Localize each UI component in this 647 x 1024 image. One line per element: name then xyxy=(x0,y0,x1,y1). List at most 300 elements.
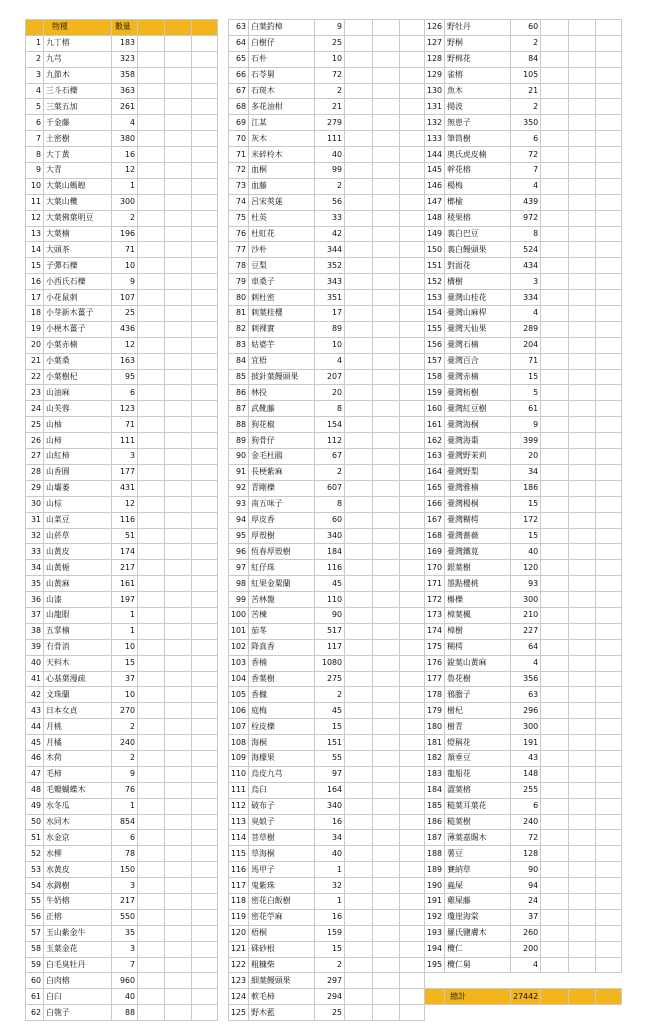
empty-cell xyxy=(596,941,622,957)
empty-cell xyxy=(165,830,192,846)
table-row xyxy=(229,576,425,592)
table-row xyxy=(26,830,218,846)
row-number: 189 xyxy=(425,862,445,878)
row-number: 154 xyxy=(425,306,445,322)
empty-cell xyxy=(400,607,425,623)
empty-cell xyxy=(569,830,596,846)
empty-cell xyxy=(541,639,569,655)
empty-cell xyxy=(165,878,192,894)
empty-cell xyxy=(541,242,569,258)
empty-cell xyxy=(192,544,218,560)
table-row xyxy=(229,385,425,401)
species-name: 三斗石櫟 xyxy=(44,83,112,99)
empty-cell xyxy=(400,337,425,353)
species-count: 343 xyxy=(315,274,345,290)
spacer-row xyxy=(425,973,622,989)
species-count: 71 xyxy=(112,242,138,258)
table-row xyxy=(425,703,622,719)
species-count: 3 xyxy=(112,941,138,957)
species-name: 梧桐 xyxy=(249,925,315,941)
empty-cell xyxy=(138,782,165,798)
row-number: 118 xyxy=(229,893,249,909)
species-count: 2 xyxy=(315,687,345,703)
row-number: 127 xyxy=(425,35,445,51)
row-number: 181 xyxy=(425,735,445,751)
row-number: 152 xyxy=(425,274,445,290)
table-row xyxy=(425,655,622,671)
empty-cell xyxy=(373,242,400,258)
row-number: 104 xyxy=(229,671,249,687)
empty-cell xyxy=(373,623,400,639)
row-number: 41 xyxy=(26,671,44,687)
row-number: 175 xyxy=(425,639,445,655)
table-row xyxy=(425,623,622,639)
table-row xyxy=(229,433,425,449)
table-row xyxy=(425,226,622,242)
row-number: 39 xyxy=(26,639,44,655)
empty-cell xyxy=(596,925,622,941)
row-number: 38 xyxy=(26,623,44,639)
species-count: 300 xyxy=(511,592,541,608)
empty-cell xyxy=(192,464,218,480)
header-number-cell xyxy=(26,20,44,36)
species-name: 樟樹 xyxy=(445,623,511,639)
table-row xyxy=(425,464,622,480)
row-number: 16 xyxy=(26,274,44,290)
empty-cell xyxy=(596,194,622,210)
species-count: 2 xyxy=(511,99,541,115)
empty-cell xyxy=(373,20,400,36)
empty-cell xyxy=(569,862,596,878)
row-number: 17 xyxy=(26,290,44,306)
empty-cell xyxy=(569,242,596,258)
empty-cell xyxy=(400,496,425,512)
row-number: 52 xyxy=(26,846,44,862)
empty-cell xyxy=(596,242,622,258)
row-number: 53 xyxy=(26,862,44,878)
empty-cell xyxy=(541,909,569,925)
empty-cell xyxy=(138,178,165,194)
empty-cell xyxy=(400,735,425,751)
row-number: 109 xyxy=(229,750,249,766)
empty-cell xyxy=(138,385,165,401)
empty-cell xyxy=(541,433,569,449)
row-number: 172 xyxy=(425,592,445,608)
table-row xyxy=(26,163,218,179)
empty-cell xyxy=(569,163,596,179)
empty-cell xyxy=(138,353,165,369)
row-number: 82 xyxy=(229,321,249,337)
table-row xyxy=(425,67,622,83)
row-number: 146 xyxy=(425,178,445,194)
empty-cell xyxy=(192,51,218,67)
row-number: 60 xyxy=(26,973,44,989)
species-count: 120 xyxy=(511,560,541,576)
row-number: 7 xyxy=(26,131,44,147)
species-name: 水同木 xyxy=(44,814,112,830)
table-row xyxy=(229,83,425,99)
table-row xyxy=(26,782,218,798)
table-row xyxy=(425,607,622,623)
row-number: 119 xyxy=(229,909,249,925)
empty-cell xyxy=(596,226,622,242)
empty-cell xyxy=(569,925,596,941)
empty-cell xyxy=(541,735,569,751)
species-count: 431 xyxy=(112,480,138,496)
row-number: 94 xyxy=(229,512,249,528)
table-row xyxy=(26,655,218,671)
species-count: 61 xyxy=(511,401,541,417)
species-name: 山菸草 xyxy=(44,528,112,544)
species-name: 武靴藤 xyxy=(249,401,315,417)
table-row xyxy=(26,544,218,560)
empty-cell xyxy=(192,671,218,687)
species-name: 菩草樹 xyxy=(249,830,315,846)
species-count: 10 xyxy=(315,51,345,67)
empty-cell xyxy=(400,258,425,274)
species-count: 161 xyxy=(112,576,138,592)
species-name: 九丁榕 xyxy=(44,35,112,51)
species-count: 110 xyxy=(315,592,345,608)
empty-cell xyxy=(400,544,425,560)
table-row xyxy=(425,735,622,751)
species-count: 2 xyxy=(315,83,345,99)
empty-cell xyxy=(165,290,192,306)
table-row xyxy=(425,782,622,798)
row-number: 77 xyxy=(229,242,249,258)
empty-cell xyxy=(192,99,218,115)
species-count: 2 xyxy=(315,957,345,973)
empty-cell xyxy=(345,957,373,973)
species-name: 白葉釣樟 xyxy=(249,20,315,36)
table-row xyxy=(425,480,622,496)
row-number: 194 xyxy=(425,941,445,957)
species-name: 臺灣糊樗 xyxy=(445,512,511,528)
species-name: 臺灣海棗 xyxy=(445,433,511,449)
empty-cell xyxy=(165,671,192,687)
species-count: 2 xyxy=(315,464,345,480)
empty-cell xyxy=(192,163,218,179)
header-row xyxy=(26,20,218,36)
species-count: 9 xyxy=(315,20,345,36)
empty-cell xyxy=(569,814,596,830)
empty-cell xyxy=(138,528,165,544)
row-number: 43 xyxy=(26,703,44,719)
species-count: 279 xyxy=(315,115,345,131)
species-count: 128 xyxy=(511,846,541,862)
empty-cell xyxy=(569,51,596,67)
table-row xyxy=(425,687,622,703)
empty-cell xyxy=(165,893,192,909)
empty-cell xyxy=(373,178,400,194)
species-count: 356 xyxy=(511,671,541,687)
row-number: 23 xyxy=(26,385,44,401)
species-name: 玉葉金花 xyxy=(44,941,112,957)
empty-cell xyxy=(541,369,569,385)
empty-cell xyxy=(596,782,622,798)
empty-cell xyxy=(345,496,373,512)
empty-cell xyxy=(373,703,400,719)
species-name: 硃砂根 xyxy=(249,941,315,957)
table-row xyxy=(425,35,622,51)
empty-cell xyxy=(400,798,425,814)
table-row xyxy=(425,798,622,814)
empty-cell xyxy=(138,67,165,83)
empty-cell xyxy=(192,321,218,337)
empty-cell xyxy=(569,592,596,608)
species-name: 小花鼠刺 xyxy=(44,290,112,306)
empty-cell xyxy=(373,115,400,131)
empty-cell xyxy=(373,973,400,989)
row-number: 4 xyxy=(26,83,44,99)
table-row xyxy=(229,973,425,989)
table-row xyxy=(425,544,622,560)
empty-cell xyxy=(345,449,373,465)
empty-cell xyxy=(596,433,622,449)
empty-cell xyxy=(192,750,218,766)
empty-cell xyxy=(373,401,400,417)
species-count: 164 xyxy=(315,782,345,798)
empty-cell xyxy=(596,957,622,973)
table-row xyxy=(229,687,425,703)
empty-cell xyxy=(373,893,400,909)
empty-cell xyxy=(400,242,425,258)
empty-cell xyxy=(541,99,569,115)
table-row xyxy=(425,846,622,862)
species-name: 草海桐 xyxy=(249,846,315,862)
empty-cell xyxy=(541,671,569,687)
empty-cell xyxy=(165,512,192,528)
species-name: 裏白饅頭果 xyxy=(445,242,511,258)
species-count: 10 xyxy=(112,687,138,703)
row-number: 167 xyxy=(425,512,445,528)
species-count: 1 xyxy=(315,893,345,909)
species-name: 揚波 xyxy=(445,99,511,115)
empty-cell xyxy=(373,814,400,830)
species-name: 澀葉榕 xyxy=(445,782,511,798)
empty-cell xyxy=(192,353,218,369)
row-number: 56 xyxy=(26,909,44,925)
row-number: 170 xyxy=(425,560,445,576)
table-row xyxy=(425,369,622,385)
species-count: 960 xyxy=(112,973,138,989)
species-count: 217 xyxy=(112,560,138,576)
species-count: 174 xyxy=(112,544,138,560)
table-row xyxy=(229,814,425,830)
empty-cell xyxy=(373,512,400,528)
row-number: 98 xyxy=(229,576,249,592)
table-row xyxy=(26,528,218,544)
empty-cell xyxy=(165,973,192,989)
empty-cell xyxy=(345,306,373,322)
empty-cell xyxy=(192,496,218,512)
row-number: 31 xyxy=(26,512,44,528)
row-number: 44 xyxy=(26,719,44,735)
empty-cell xyxy=(192,830,218,846)
species-name: 狗花椒 xyxy=(249,417,315,433)
row-number: 97 xyxy=(229,560,249,576)
row-number: 24 xyxy=(26,401,44,417)
row-number: 161 xyxy=(425,417,445,433)
species-count: 71 xyxy=(511,353,541,369)
empty-cell xyxy=(138,862,165,878)
empty-cell xyxy=(596,20,622,36)
species-count: 323 xyxy=(112,51,138,67)
empty-cell xyxy=(165,623,192,639)
species-count: 207 xyxy=(315,369,345,385)
species-name: 裏白巴豆 xyxy=(445,226,511,242)
empty-cell xyxy=(541,528,569,544)
table-row xyxy=(425,433,622,449)
empty-cell xyxy=(345,893,373,909)
empty-cell xyxy=(596,750,622,766)
empty-cell xyxy=(596,512,622,528)
row-number: 42 xyxy=(26,687,44,703)
empty-cell xyxy=(165,20,192,36)
species-count: 71 xyxy=(112,417,138,433)
species-name: 日本女貞 xyxy=(44,703,112,719)
empty-cell xyxy=(400,989,425,1005)
empty-cell xyxy=(373,766,400,782)
empty-cell xyxy=(192,878,218,894)
empty-cell xyxy=(192,20,218,36)
empty-cell xyxy=(192,337,218,353)
empty-cell xyxy=(425,973,445,989)
species-name: 軟毛柿 xyxy=(249,989,315,1005)
empty-cell xyxy=(165,719,192,735)
empty-cell xyxy=(400,51,425,67)
empty-cell xyxy=(138,560,165,576)
table-row xyxy=(229,957,425,973)
empty-cell xyxy=(569,99,596,115)
row-number: 78 xyxy=(229,258,249,274)
table-row xyxy=(425,385,622,401)
table-row xyxy=(26,592,218,608)
empty-cell xyxy=(373,719,400,735)
row-number: 157 xyxy=(425,353,445,369)
empty-cell xyxy=(192,862,218,878)
species-name: 水柳 xyxy=(44,846,112,862)
empty-cell xyxy=(373,798,400,814)
species-count: 45 xyxy=(315,576,345,592)
empty-cell xyxy=(400,163,425,179)
table-row xyxy=(229,846,425,862)
empty-cell xyxy=(345,147,373,163)
empty-cell xyxy=(400,353,425,369)
empty-cell xyxy=(596,607,622,623)
empty-cell xyxy=(541,925,569,941)
empty-cell xyxy=(345,607,373,623)
species-name: 臺灣赤楠 xyxy=(445,369,511,385)
row-number: 76 xyxy=(229,226,249,242)
row-number: 110 xyxy=(229,766,249,782)
species-count: 210 xyxy=(511,607,541,623)
species-count: 99 xyxy=(315,163,345,179)
row-number: 64 xyxy=(229,35,249,51)
empty-cell xyxy=(569,639,596,655)
species-count: 40 xyxy=(315,147,345,163)
empty-cell xyxy=(400,512,425,528)
empty-cell xyxy=(192,576,218,592)
row-number: 72 xyxy=(229,163,249,179)
empty-cell xyxy=(569,782,596,798)
species-count: 25 xyxy=(112,306,138,322)
row-number: 54 xyxy=(26,878,44,894)
species-name: 杜英 xyxy=(249,210,315,226)
table-row xyxy=(26,512,218,528)
table-row xyxy=(229,306,425,322)
empty-cell xyxy=(400,67,425,83)
table-row xyxy=(229,321,425,337)
empty-cell xyxy=(192,623,218,639)
table-row xyxy=(425,750,622,766)
empty-cell xyxy=(400,274,425,290)
empty-cell xyxy=(345,178,373,194)
empty-cell xyxy=(373,957,400,973)
species-name: 銀葉樹 xyxy=(445,560,511,576)
table-row xyxy=(425,210,622,226)
empty-cell xyxy=(345,385,373,401)
species-count: 10 xyxy=(315,337,345,353)
species-count: 344 xyxy=(315,242,345,258)
species-name: 月橘 xyxy=(44,735,112,751)
table-row xyxy=(229,131,425,147)
species-count: 15 xyxy=(112,655,138,671)
empty-cell xyxy=(400,83,425,99)
empty-cell xyxy=(138,464,165,480)
species-name: 天料木 xyxy=(44,655,112,671)
species-count: 21 xyxy=(511,83,541,99)
species-name: 長梗紫麻 xyxy=(249,464,315,480)
row-number: 33 xyxy=(26,544,44,560)
species-name: 多花油柑 xyxy=(249,99,315,115)
species-count: 8 xyxy=(315,496,345,512)
empty-cell xyxy=(165,385,192,401)
table-row xyxy=(425,417,622,433)
species-name: 山芙蓉 xyxy=(44,401,112,417)
empty-cell xyxy=(400,973,425,989)
table-row xyxy=(229,719,425,735)
species-count: 352 xyxy=(315,258,345,274)
species-count: 2 xyxy=(112,719,138,735)
empty-cell xyxy=(345,83,373,99)
row-number: 13 xyxy=(26,226,44,242)
species-name: 對面花 xyxy=(445,258,511,274)
empty-cell xyxy=(596,846,622,862)
empty-cell xyxy=(345,433,373,449)
empty-cell xyxy=(165,687,192,703)
empty-cell xyxy=(373,862,400,878)
table-row xyxy=(229,496,425,512)
species-name: 大葉楠 xyxy=(44,226,112,242)
empty-cell xyxy=(373,464,400,480)
species-name: 月桃 xyxy=(44,719,112,735)
table-row xyxy=(229,878,425,894)
table-row xyxy=(26,671,218,687)
table-row xyxy=(229,178,425,194)
table-row xyxy=(229,893,425,909)
species-name: 大葉佛葉明豆 xyxy=(44,210,112,226)
row-number: 6 xyxy=(26,115,44,131)
row-number: 149 xyxy=(425,226,445,242)
empty-cell xyxy=(192,178,218,194)
species-count: 296 xyxy=(511,703,541,719)
empty-cell xyxy=(165,226,192,242)
table-row xyxy=(229,592,425,608)
empty-cell xyxy=(192,957,218,973)
table-row xyxy=(229,735,425,751)
species-count: 4 xyxy=(511,957,541,973)
